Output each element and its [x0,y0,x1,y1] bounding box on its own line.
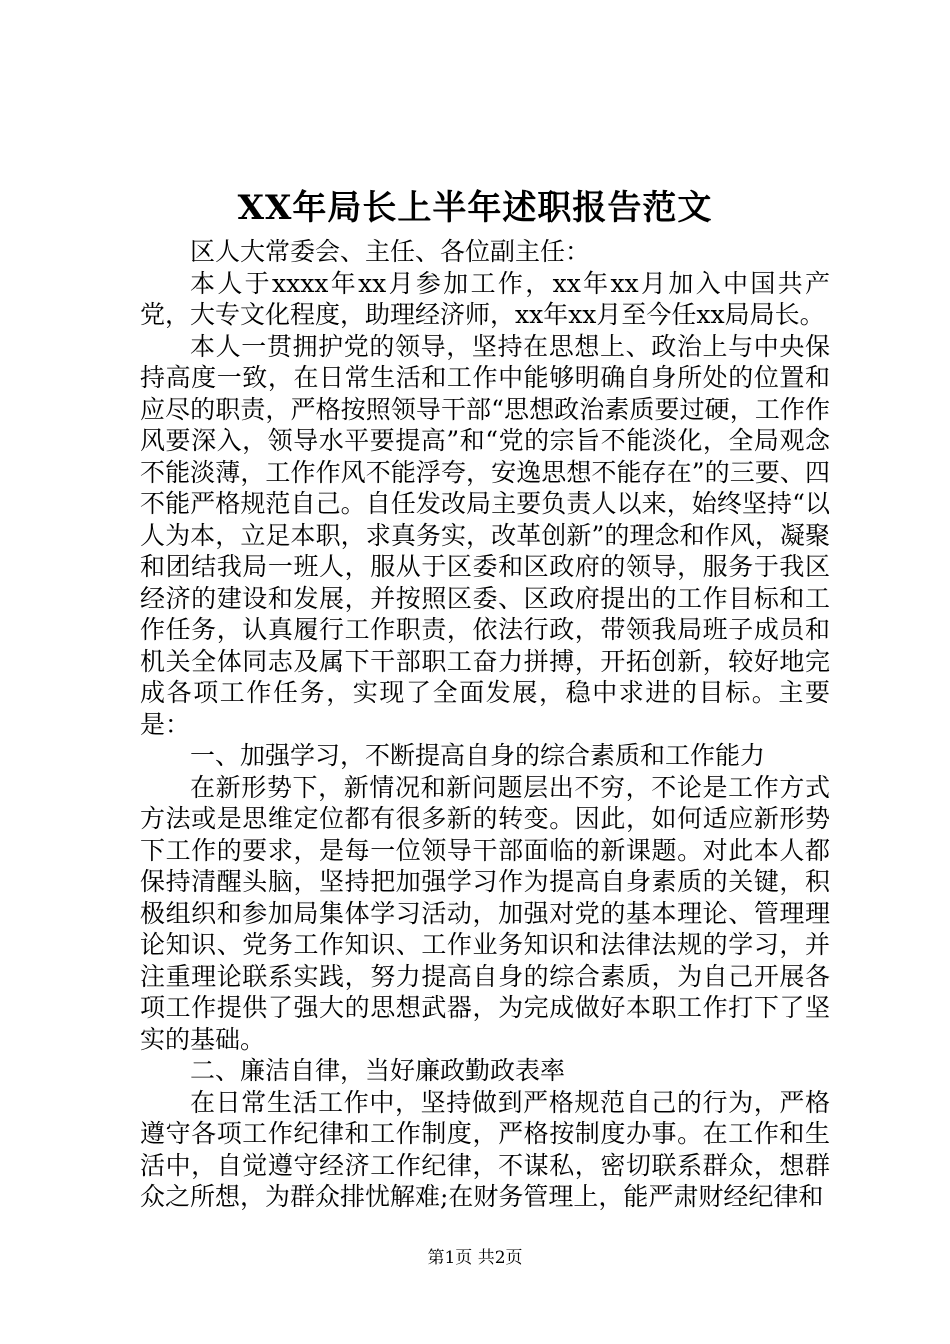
salutation-paragraph: 区人大常委会、主任、各位副主任： [190,237,591,266]
document-title: XX年局长上半年述职报告范文 [237,188,713,228]
page-footer: 第1页 共2页 [427,1248,523,1268]
overview-paragraph: 本人一贯拥护党的领导，坚持在思想上、政治上与中央保持高度一致，在日常生活和工作中能够明确自身所处的位置和应尽的职责，严格按照领导干部“思想政治素质要过硬，工作作风要深入，领导水平要提高”和“党的宗旨不能淡化，全局观念不能淡薄，工作作风不能浮夸，安逸思想不能存在”的三要、四不能严格规范自己。自任发改局主要负责人以来，始终坚持“以人为本，立足本职，求真务实，改革创新”的理念和作风，凝聚和团结我局一班人，服从于区委和区政府的领导，服务于我区经济的建设和发展，并按照区委、区政府提出的工作目标和工作任务，认真履行工作职责，依法行政，带领我局班子成员和机关全体同志及属下干部职工奋力拼搏，开拓创新，较好地完成各项工作任务，实现了全面发展，稳中求进的目标。主要是： [140,331,830,739]
section-1-paragraph: 在新形势下，新情况和新问题层出不穷，不论是工作方式方法或是思维定位都有很多新的转变。因此，如何适应新形势下工作的要求，是每一位领导干部面临的新课题。对此本人都保持清醒头脑，坚持把加强学习作为提高自身素质的关键，积极组织和参加局集体学习活动，加强对党的基本理论、管理理论知识、党务工作知识、工作业务知识和法律法规的学习，并注重理论联系实践，努力提高自身的综合素质，为自己开展各项工作提供了强大的思想武器，为完成做好本职工作打下了坚实的基础。 [140,772,830,1054]
document-body [140,236,830,1213]
section-2-paragraph: 在日常生活工作中，坚持做到严格规范自己的行为，严格遵守各项工作纪律和工作制度，严格按制度办事。在工作和生活中，自觉遵守经济工作纪律，不谋私，密切联系群众，想群众之所想，为群众排忧解难;在财务管理上，能严肃财经纪律和 [140,1087,830,1211]
section-heading-2: 二、廉洁自律，当好廉政勤政表率 [190,1056,566,1085]
intro-paragraph: 本人于xxxx年xx月参加工作，xx年xx月加入中国共产党，大专文化程度，助理经济师，xx年xx月至今任xx局局长。 [140,268,830,329]
section-heading-1: 一、加强学习，不断提高自身的综合素质和工作能力 [190,741,766,770]
